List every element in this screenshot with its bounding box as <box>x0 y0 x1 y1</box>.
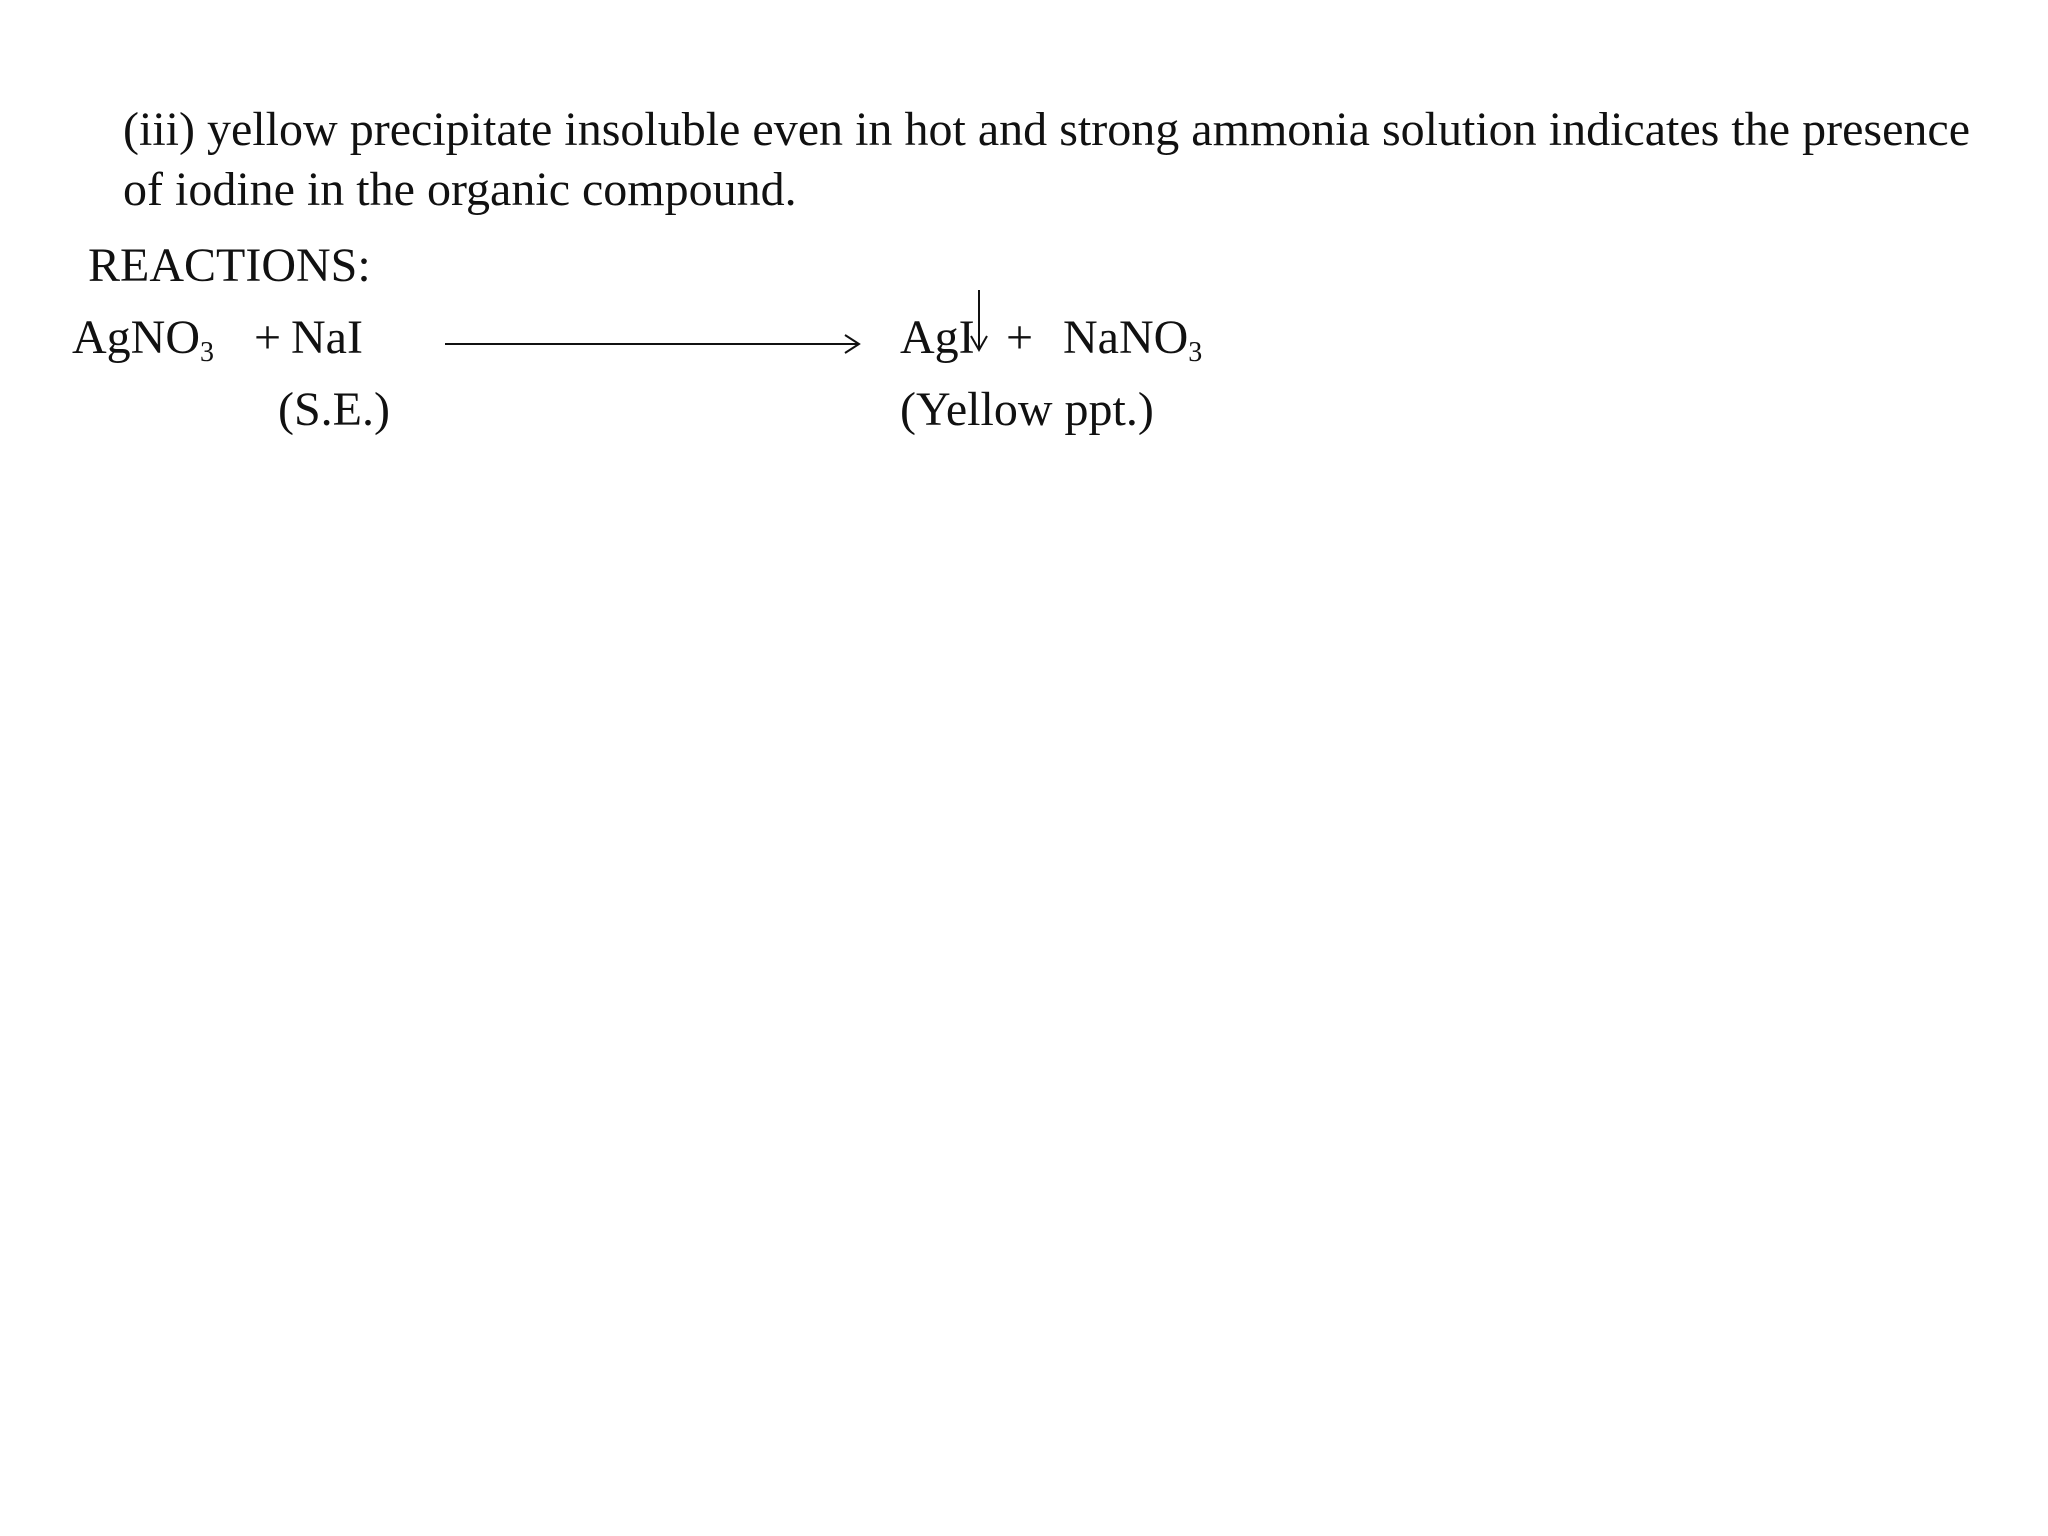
plus-sign-2: + <box>1006 311 1034 364</box>
right-arrow-icon <box>445 328 863 360</box>
plus-sign-1: + <box>254 311 282 364</box>
product-agi-note: (Yellow ppt.) <box>900 383 1154 436</box>
reactions-heading: REACTIONS: <box>88 239 371 292</box>
paragraph-line-2: presence of iodine in the organic compound. <box>123 103 1970 216</box>
down-arrow-icon <box>967 288 991 354</box>
description-paragraph <box>123 100 1970 220</box>
reactant-agno3-base: AgNO <box>72 311 200 364</box>
product-agi: AgI <box>900 311 975 364</box>
product-nano3 <box>1063 308 1202 368</box>
product-nano3-base: NaNO <box>1063 311 1189 364</box>
paragraph-line-1: (iii) yellow precipitate insoluble even in hot and strong ammonia solution indicates the <box>123 103 1791 156</box>
reactant-agno3 <box>72 308 214 368</box>
reactant-agno3-subscript: 3 <box>200 337 214 368</box>
product-nano3-subscript: 3 <box>1188 337 1203 368</box>
reactant-nai-note: (S.E.) <box>278 383 390 436</box>
reactant-nai: NaI <box>291 311 363 364</box>
